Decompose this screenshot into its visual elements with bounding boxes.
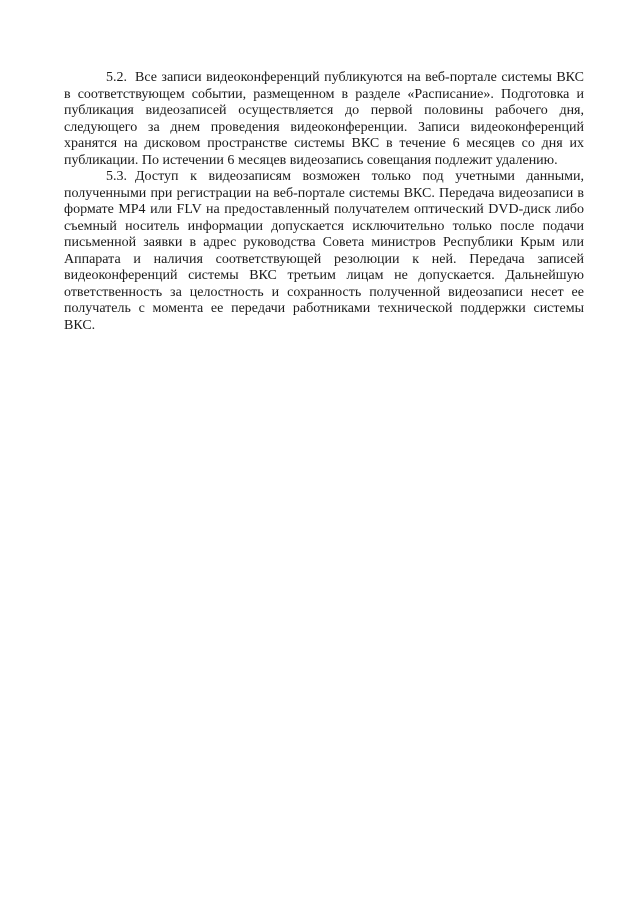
- section-number: 5.2.: [106, 70, 127, 85]
- section-5-2: [64, 70, 584, 169]
- document-body: [64, 70, 584, 334]
- section-text: Все записи видеоконференций публикуются на веб-портале системы ВКС в соответствующем событии, размещенном в разделе «Расписание». Подготовка и публикация видеозаписей осуществляется до первой половины рабочего дня, следующего за днем проведения видеоконференции. Записи видеоконференций хранятся на дисковом пространстве системы ВКС в течение 6 месяцев со дня их публикации. По истечении 6 месяцев видеозапись совещания подлежит удалению.: [64, 70, 584, 168]
- section-text: Доступ к видеозаписям возможен только под учетными данными, полученными при регистрации на веб-портале системы ВКС. Передача видеозаписи в формате МР4 или FLV на предоставленный получателем оптический DVD-диск либо съемный носитель информации допускается исключительно только после подачи письменной заявки в адрес руководства Совета министров Республики Крым или Аппарата и наличия соответствующей резолюции к ней. Передача записей видеоконференций системы ВКС третьим лицам не допускается. Дальнейшую ответственность за целостность и сохранность полученной видеозаписи несет ее получатель с момента ее передачи работниками технической поддержки системы ВКС.: [64, 169, 584, 333]
- section-number: 5.3.: [106, 169, 127, 184]
- section-5-3: [64, 169, 584, 334]
